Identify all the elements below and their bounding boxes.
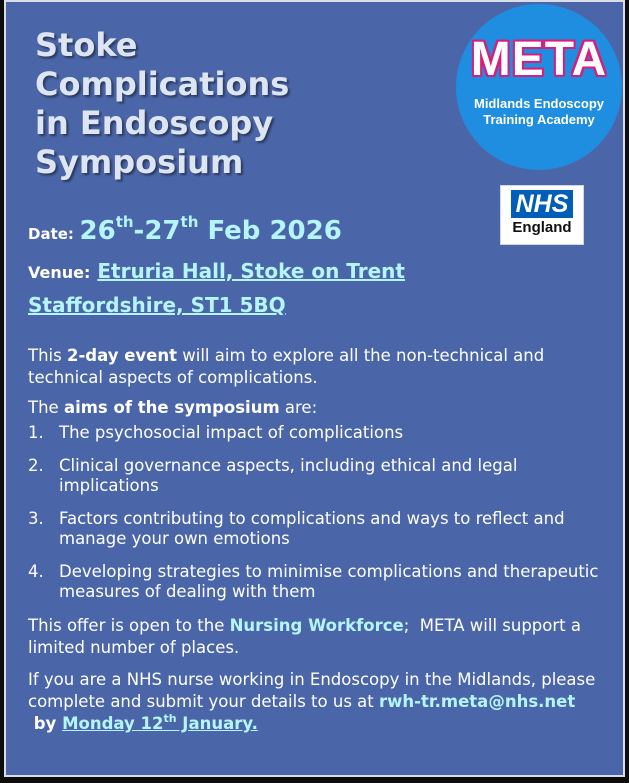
aim-number: 3. [28, 509, 44, 528]
meta-logo-word: META [470, 33, 608, 86]
venue-label: Venue: [28, 263, 91, 282]
aims-list [28, 423, 608, 602]
offer-text: ; META will support a limited number of places. [28, 616, 587, 657]
date-label: Date: [28, 225, 74, 243]
title-line: Stoke [35, 26, 138, 64]
event-venue [28, 255, 405, 321]
title-line: Complications [35, 65, 290, 103]
meta-logo-subtitle-line: Midlands Endoscopy [473, 96, 604, 111]
aim-number: 4. [28, 562, 44, 581]
intro-text: This [28, 346, 67, 365]
poster-title [35, 26, 289, 182]
intro-text: will aim to explore all the non-technical and technical aspects of complications. [28, 346, 545, 387]
date-suffix: th [115, 213, 134, 231]
deadline [62, 714, 258, 733]
meta-logo-subtitle [456, 96, 622, 128]
title-line: Symposium [35, 143, 244, 181]
event-date [28, 213, 342, 246]
aim-text: Factors contributing to complications and ways to reflect and manage your own emotions [59, 509, 565, 548]
deadline-month: January. [176, 714, 258, 733]
offer-paragraph [28, 615, 608, 659]
deadline-suffix: th [163, 712, 177, 725]
aim-item [28, 423, 608, 443]
date-month-year: Feb 2026 [198, 216, 342, 246]
contact-text: If you are a NHS nurse working in Endoscopy in the Midlands, please complete and submit your details to us at [28, 670, 596, 711]
aim-number: 1. [28, 423, 44, 442]
aims-intro-text: are: [279, 398, 318, 417]
date-suffix: th [180, 213, 199, 231]
nhs-england-logo [500, 185, 584, 245]
aim-item [28, 562, 608, 602]
aims-intro [28, 397, 608, 419]
contact-by: by [28, 714, 63, 733]
event-poster [4, 0, 625, 777]
aim-text: Developing strategies to minimise complications and therapeutic measures of dealing with them [59, 562, 599, 601]
aim-item [28, 509, 608, 549]
date-day-end: 27 [144, 216, 181, 246]
nhs-mark: NHS [511, 190, 574, 218]
meta-logo [456, 4, 622, 170]
title-line: in Endoscopy [35, 104, 274, 142]
offer-text: This offer is open to the [28, 616, 230, 635]
deadline-day: Monday 12 [62, 714, 164, 733]
meta-logo-subtitle-line: Training Academy [483, 112, 595, 127]
venue-link[interactable]: Etruria Hall, Stoke on Trent [97, 259, 405, 283]
aims-intro-highlight: aims of the symposium [63, 398, 280, 417]
intro-paragraph [28, 345, 608, 389]
aim-text: Clinical governance aspects, including ethical and legal implications [59, 456, 518, 495]
offer-highlight: Nursing Workforce [229, 616, 404, 635]
aim-item [28, 456, 608, 496]
date-value [79, 213, 342, 246]
poster-body [28, 345, 608, 735]
contact-paragraph [28, 669, 608, 735]
aim-number: 2. [28, 456, 44, 475]
date-dash: - [133, 216, 145, 246]
venue-link-line2[interactable]: Staffordshire, ST1 5BQ [28, 293, 286, 317]
aims-intro-text: The [28, 398, 64, 417]
nhs-region: England [512, 219, 572, 236]
date-day-start: 26 [79, 216, 116, 246]
contact-email-link[interactable]: rwh-tr.meta@nhs.net [379, 692, 576, 711]
intro-highlight: 2-day event [66, 346, 178, 365]
aim-text: The psychosocial impact of complications [59, 423, 404, 442]
